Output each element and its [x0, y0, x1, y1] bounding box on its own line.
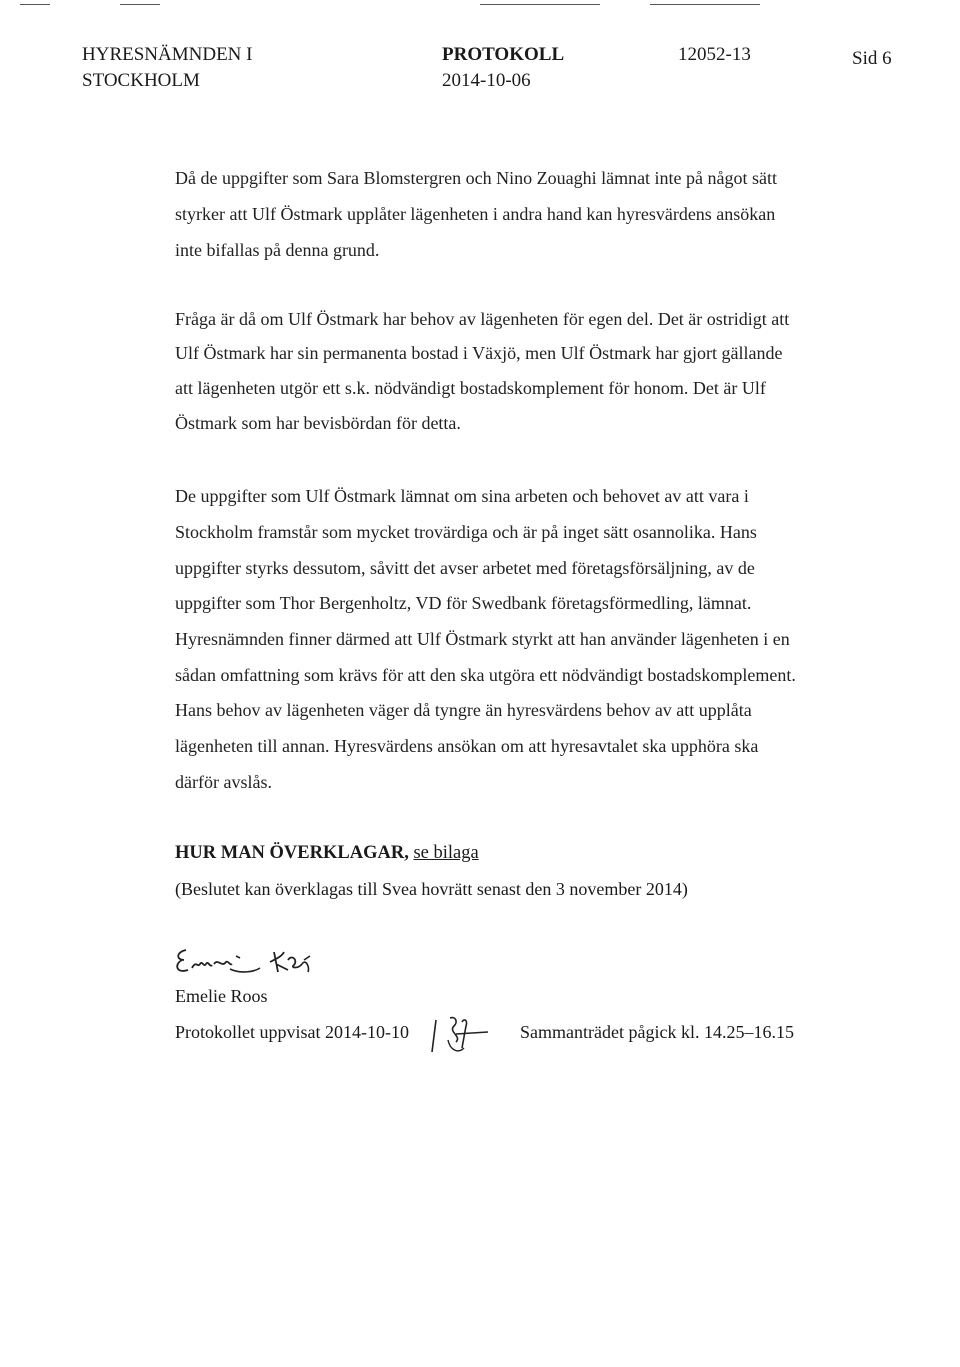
handwritten-signature [170, 938, 370, 984]
page-number: Sid 6 [852, 48, 892, 69]
appeal-heading [175, 843, 479, 864]
scan-artifact [120, 4, 160, 5]
text-line: Östmark som har bevisbördan för detta. [175, 413, 461, 433]
handwritten-initials [428, 1012, 498, 1058]
scan-artifact [650, 4, 760, 5]
text-line: att lägenheten utgör ett s.k. nödvändigt bostadskomplement för honom. Det är Ulf [175, 378, 766, 398]
text-line: uppgifter styrks dessutom, såvitt det avser arbetet med företagsförsäljning, av de [175, 558, 755, 578]
authority-name-line1: HYRESNÄMNDEN I [82, 44, 253, 65]
text-line: Hyresnämnden finner därmed att Ulf Östmark styrkt att han använder lägenheten i en [175, 629, 790, 649]
document-type: PROTOKOLL [442, 44, 565, 65]
text-line: Stockholm framstår som mycket trovärdiga och är på inget sätt osannolika. Hans [175, 522, 757, 542]
protocol-shown: Protokollet uppvisat 2014-10-10 [175, 1022, 409, 1042]
text-line: Hans behov av lägenheten väger då tyngre än hyresvärdens behov av att upplåta [175, 700, 752, 720]
text-line: sådan omfattning som krävs för att den ska utgöra ett nödvändigt bostadskomplement. [175, 665, 796, 685]
scan-artifact [480, 4, 600, 5]
text-line: styrker att Ulf Östmark upplåter lägenheten i andra hand kan hyresvärdens ansökan [175, 204, 776, 224]
text-line: Då de uppgifter som Sara Blomstergren och Nino Zouaghi lämnat inte på något sätt [175, 168, 778, 188]
signatory-name: Emelie Roos [175, 986, 268, 1006]
appeal-attachment-link[interactable]: se bilaga [413, 843, 479, 863]
document-date: 2014-10-06 [442, 70, 531, 91]
text-line: Fråga är då om Ulf Östmark har behov av lägenheten för egen del. Det är ostridigt att [175, 309, 790, 329]
case-number: 12052-13 [678, 44, 751, 65]
text-line: Ulf Östmark har sin permanenta bostad i Växjö, men Ulf Östmark har gjort gällande [175, 343, 783, 363]
text-line: därför avslås. [175, 772, 272, 792]
meeting-time: Sammanträdet pågick kl. 14.25–16.15 [520, 1022, 794, 1042]
text-line: inte bifallas på denna grund. [175, 240, 380, 260]
appeal-heading-text: HUR MAN ÖVERKLAGAR, [175, 843, 409, 863]
text-line: De uppgifter som Ulf Östmark lämnat om sina arbeten och behovet av att vara i [175, 486, 749, 506]
text-line: lägenheten till annan. Hyresvärdens ansökan om att hyresavtalet ska upphöra ska [175, 736, 759, 756]
appeal-note: (Beslutet kan överklagas till Svea hovrätt senast den 3 november 2014) [175, 879, 688, 899]
scan-artifact [20, 4, 50, 5]
text-line: uppgifter som Thor Bergenholtz, VD för Swedbank företagsförmedling, lämnat. [175, 593, 752, 613]
authority-name-line2: STOCKHOLM [82, 70, 200, 91]
